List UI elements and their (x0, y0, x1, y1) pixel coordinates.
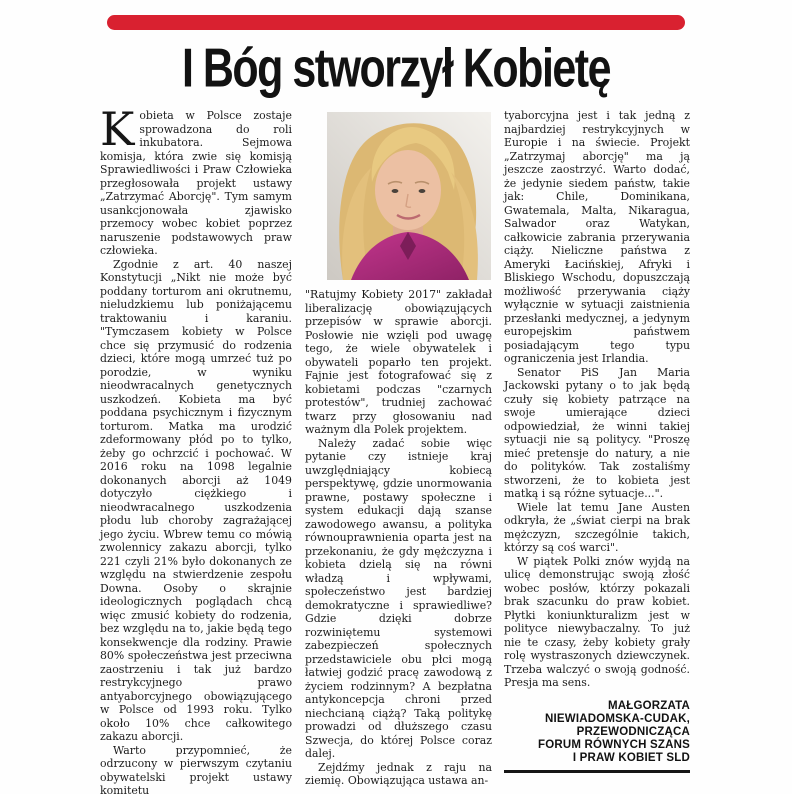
body-paragraph: tyaborcyjna jest i tak jedną z najbardziej restrykcyjnych w Europie i na świecie. Projekt „Zatrzymaj aborcję" ma ją jeszcze zaostrzyć. Warto dodać, że jedynie siedem państw, takie jak: Chile, Dominikana, Gwatemala, Malta, Nikaragua, Salwador oraz Watykan, całkowicie zabrania przerywania ciąży. Nieliczne państwa z Ameryki Łacińskiej, Afryki i Bliskiego Wschodu, dopuszczają możliwość przerywania ciąży wyłącznie w sytuacji zaistnienia przesłanki medycznej, a jedynym europejskim państwem posiadającym tego typu ograniczenia jest Irlandia. (504, 109, 690, 365)
lead-paragraph (100, 102, 292, 258)
portrait-photo (327, 112, 491, 280)
lead-paragraph-text: obieta w Polsce zostaje sprowadzona do roli inkubatora. Sejmowa komisja, która zwie się komisją Sprawiedliwości i Praw Człowieka przegłosowała projekt ustawy „Zatrzymać Aborcję". Tym samym usankcjonowała zjawisko przemocy wobec kobiet poprzez naruszenie podstawowych praw człowieka. (100, 109, 292, 257)
right-eye (419, 189, 426, 193)
byline-line: MAŁGORZATA (607, 699, 690, 712)
byline-line: NIEWIADOMSKA-CUDAK, (545, 712, 690, 725)
dropcap-letter: K (100, 102, 135, 156)
article-column-2 (305, 109, 492, 788)
masthead-rule (107, 15, 685, 30)
left-eye (392, 189, 399, 193)
body-paragraph: Należy zadać sobie więc pytanie czy istnieje kraj uwzględniający kobiecą perspektywę, gdzie unormowania prawne, postawy społeczne i system edukacji dają szanse zawodowego awansu, a polityka równouprawnienia oparta jest na przekonaniu, że gdy mężczyzna i kobieta dzielą się na równi władzą i wpływami, społeczeństwo jest bardziej demokratyczne i sprawiedliwe? Gdzie dzięki dobrze rozwiniętemu systemowi zabezpieczeń społecznych przedstawiciele obu płci mogą łatwiej godzić pracę zawodową z życiem rodzinnym? A bezpłatna antykoncepcja chroni przed niechcianą ciążą? Taką politykę prowadzi od dłuższego czasu Szwecja, do której Polsce coraz dalej. (305, 436, 492, 760)
body-paragraph: W piątek Polki znów wyjdą na ulicę demonstrując swoją złość wobec posłów, którzy pokazali brak szacunku do praw kobiet. Płytki koniunkturalizm jest w polityce niewybaczalny. To już nie te czasy, żeby kobiety grały rolę wystraszonych dziewczynek. Trzeba walczyć o swoją godność. Presja ma sens. (504, 554, 690, 689)
byline-line: FORUM RÓWNYCH SZANS (537, 738, 690, 751)
article-column-1 (100, 102, 292, 798)
byline-line: I PRAW KOBIET SLD (572, 751, 690, 764)
body-paragraph: Warto przypomnieć, że odrzucony w pierwszym czytaniu obywatelski projekt ustawy komitetu (100, 743, 292, 797)
body-paragraph: Wiele lat temu Jane Austen odkryła, że „świat cierpi na brak mężczyzn, szczególnie takich, którzy są coś warci". (504, 500, 690, 554)
byline (504, 700, 690, 773)
byline-line: PRZEWODNICZĄCA (576, 725, 690, 738)
body-paragraph: Zgodnie z art. 40 naszej Konstytucji „Nikt nie może być poddany torturom ani okrutnemu, nieludzkiemu lub poniżającemu traktowaniu i karaniu. "Tymczasem kobiety w Polsce chce się przymusić do rodzenia dzieci, które mogą umrzeć tuż po porodzie, w wyniku nieodwracalnych genetycznych uszkodzeń. Kobieta ma być poddana psychicznym i fizycznym torturom. Matka ma urodzić zdeformowany płód po to tylko, żeby go ochrzcić i pochować. W 2016 roku na 1098 legalnie dokonanych aborcji aż 1049 dotyczyło ciężkiego i nieodwracalnego uszkodzenia płodu lub choroby zagrażającej jego życiu. Wbrew temu co mówią zwolennicy zakazu aborcji, tylko 221 czyli 21% było dokonanych ze względu na stwierdzenie zespołu Downa. Osoby o skrajnie ideologicznych poglądach chcą więc zmusić kobiety do rodzenia, bez względu na to, jakie będą tego konsekwencje dla rodziny. Prawie 80% społeczeństwa jest przeciwna zaostrzeniu i tak już bardzo restrykcyjnego prawo antyaborcyjnego obowiązującego w Polsce od 1993 roku. Tylko około 10% chce całkowitego zakazu aborcji. (100, 257, 292, 743)
body-paragraph: "Ratujmy Kobiety 2017" zakładał liberalizację obowiązujących przepisów w sprawie aborcji. Posłowie nie wzięli pod uwagę tego, że wiele obywatelek i obywateli poparło ten projekt. Fajnie jest fotografować się z kobietami podczas "czarnych protestów", trudniej zachować twarz przy głosowaniu nad ważnym dla Polek projektem. (305, 288, 492, 436)
body-paragraph: Senator PiS Jan Maria Jackowski pytany o to jak będą czuły się kobiety patrzące na swoje umierające dzieci odpowiedział, że winni takiej sytuacji nie są politycy. "Proszę mieć pretensje do natury, a nie do polityków. Tak zostaliśmy stworzeni, że to kobieta jest matką i są różne sytuacje...". (504, 365, 690, 500)
body-paragraph: Zejdźmy jednak z raju na ziemię. Obowiązująca ustawa an- (305, 760, 492, 787)
article-column-3 (504, 109, 690, 773)
article-title: I Bóg stworzył Kobietę (181, 38, 611, 100)
